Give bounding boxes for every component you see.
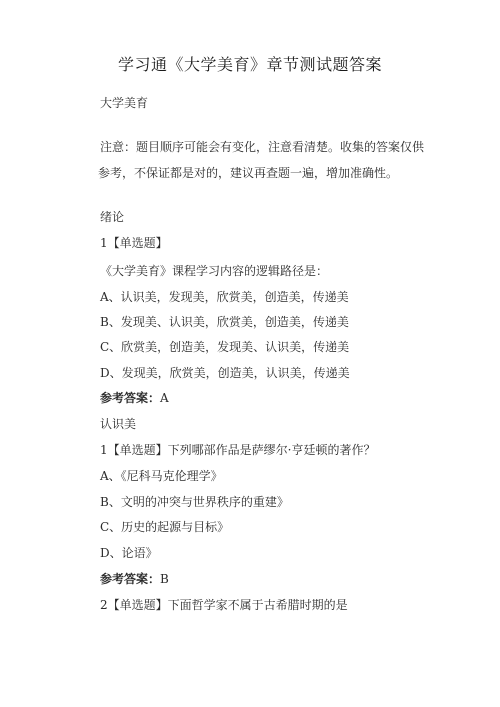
answer-label: 参考答案：	[100, 572, 161, 586]
question-tag: 1【单选题】	[100, 443, 168, 457]
document-title: 学习通《大学美育》章节测试题答案	[117, 55, 382, 74]
course-name: 大学美育	[100, 96, 149, 110]
question-tag: 1【单选题】	[100, 236, 168, 250]
answer-row	[100, 572, 169, 586]
question-text: 《大学美育》课程学习内容的逻辑路径是：	[100, 264, 329, 278]
option-a: A、认识美，发现美，欣赏美，创造美，传递美	[100, 290, 349, 304]
option-b: B、文明的冲突与世界秩序的重建》	[100, 495, 289, 509]
answer-label: 参考答案：	[100, 391, 161, 405]
option-d: D、发现美，欣赏美，创造美，认识美，传递美	[100, 366, 350, 380]
option-b: B、发现美、认识美，欣赏美，创造美，传递美	[100, 315, 349, 329]
question-row	[100, 443, 375, 457]
section-heading: 绪论	[100, 210, 125, 224]
notice-line-1: 注意：题目顺序可能会有变化，注意看清楚。收集的答案仅供	[100, 140, 425, 154]
option-a: A、《尼科马克伦理学》	[100, 469, 223, 483]
notice-paragraph	[100, 134, 426, 186]
option-d: D、论语》	[100, 546, 158, 560]
section-heading: 认识美	[100, 417, 137, 431]
option-c: C、历史的起源与目标》	[100, 520, 230, 534]
question-text: 下列哪部作品是萨缪尔·亨廷顿的著作？	[167, 443, 376, 457]
question-row	[100, 598, 348, 612]
answer-value: B	[160, 572, 169, 586]
option-c: C、欣赏美，创造美，发现美、认识美，传递美	[100, 340, 350, 354]
question-tag: 2【单选题】	[100, 598, 168, 612]
question-text: 下面哲学家不属于古希腊时期的是	[167, 598, 348, 612]
notice-line-2: 参考，不保证都是对的，建议再查题一遍，增加准确性。	[98, 166, 399, 180]
answer-value: A	[160, 391, 169, 405]
answer-row	[100, 391, 169, 405]
